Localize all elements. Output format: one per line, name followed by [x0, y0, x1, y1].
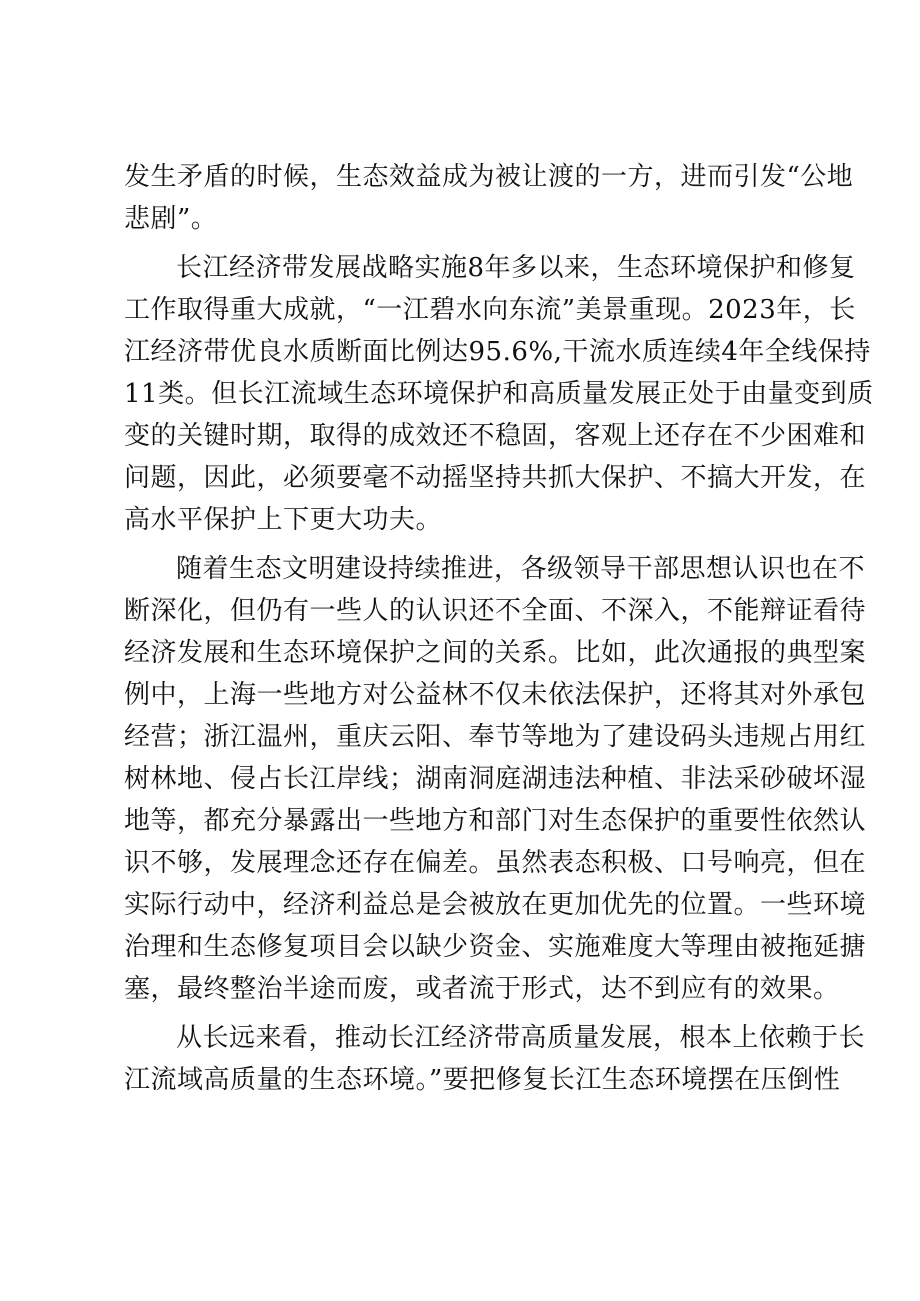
- paragraph-line: 高水平保护上下更大功夫。: [124, 505, 443, 535]
- paragraph-line: 地等，都充分暴露出一些地方和部门对生态保护的重要性依然认: [124, 806, 867, 836]
- paragraph-1: [124, 156, 854, 240]
- paragraph-line: 江经济带优良水质断面比例达95.6%,干流水质连续4年全线保持: [124, 337, 871, 367]
- paragraph-line: 问题，因此，必须要毫不动摇坚持共抓大保护、不搞大开发，在: [124, 463, 867, 493]
- paragraph-line: 治理和生态修复项目会以缺少资金、实施难度大等理由被拖延搪: [124, 932, 867, 962]
- paragraph-line: 断深化，但仍有一些人的认识还不全面、不深入，不能辩证看待: [124, 596, 867, 626]
- paragraph-line: 实际行动中，经济利益总是会被放在更加优先的位置。一些环境: [124, 890, 867, 920]
- document-body: [124, 156, 874, 1108]
- paragraph-line: 随着生态文明建设持续推进，各级领导干部思想认识也在不: [176, 554, 866, 584]
- paragraph-line: 工作取得重大成就，“一江碧水向东流”美景重现。2023年，长: [124, 295, 856, 325]
- paragraph-line: 识不够，发展理念还存在偏差。虽然表态积极、口号响亮，但在: [124, 848, 867, 878]
- paragraph-2: [124, 247, 874, 541]
- paragraph-line: 塞，最终整治半途而废，或者流于形式，达不到应有的效果。: [124, 974, 840, 1004]
- paragraph-line: 例中，上海一些地方对公益林不仅未依法保护，还将其对外承包: [124, 680, 867, 710]
- paragraph-line: 江流域高质量的生态环境。”要把修复长江生态环境摆在压倒性: [124, 1065, 841, 1095]
- paragraph-line: 11类。但长江流域生态环境保护和高质量发展正处于由量变到质: [124, 379, 874, 409]
- paragraph-line: 悲剧”。: [124, 204, 218, 234]
- paragraph-line: 经营；浙江温州，重庆云阳、奉节等地为了建设码头违规占用红: [124, 722, 867, 752]
- paragraph-line: 变的关键时期，取得的成效还不稳固，客观上还存在不少困难和: [124, 421, 867, 451]
- paragraph-line: 发生矛盾的时候，生态效益成为被让渡的一方，进而引发“公地: [124, 162, 854, 192]
- paragraph-line: 经济发展和生态环境保护之间的关系。比如，此次通报的典型案: [124, 638, 867, 668]
- paragraph-line: 长江经济带发展战略实施8年多以来，生态环境保护和修复: [176, 253, 856, 283]
- paragraph-3: [124, 548, 867, 1010]
- paragraph-line: 树林地、侵占长江岸线；湖南洞庭湖违法种植、非法采砂破坏湿: [124, 764, 867, 794]
- paragraph-line: 从长远来看，推动长江经济带高质量发展，根本上依赖于长: [176, 1023, 866, 1053]
- paragraph-4: [124, 1017, 866, 1101]
